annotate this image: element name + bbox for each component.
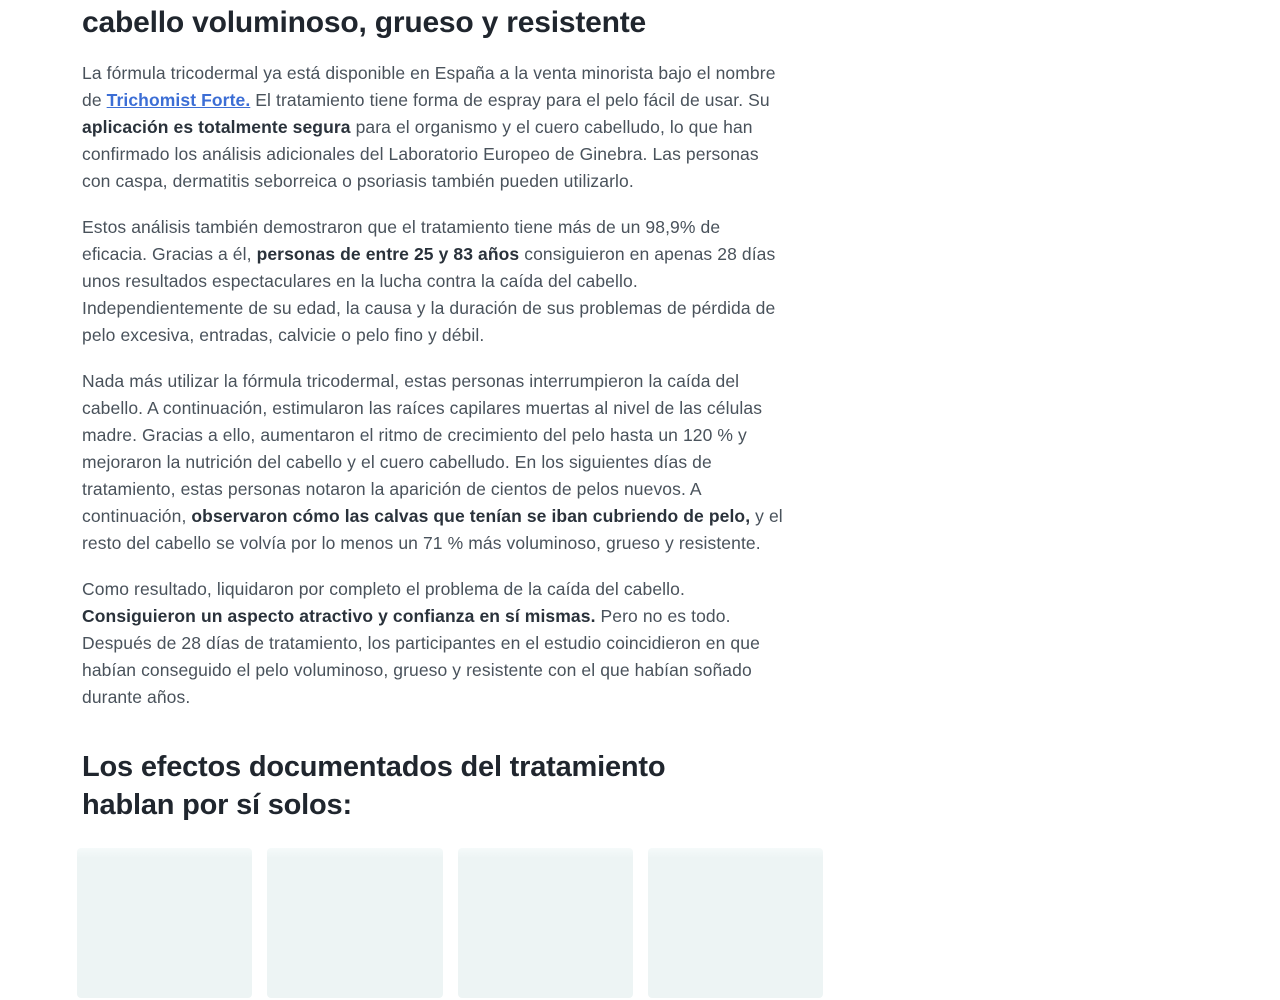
image-placeholder-3 [458,848,633,998]
paragraph-bold-text: Consiguieron un aspecto atractivo y confianza en sí mismas. [82,606,596,626]
paragraph-text: para el organismo y el cuero cabelludo, lo que han confirmado los análisis adicionales del Laboratorio Europeo de Ginebra. Las personas con caspa, dermatitis seborreica o psoriasis también pueden utilizarlo. [82,117,759,191]
paragraph-bold-text: observaron cómo las calvas que tenían se iban cubriendo de pelo, [191,506,751,526]
article-title-visible-line: cabello voluminoso, grueso y resistente [82,6,647,39]
paragraph-text: Pero no es todo. Después de 28 días de tratamiento, los participantes en el estudio coincidieron en que habían conseguido el pelo voluminoso, grueso y resistente con el que habían soñado durante años. [82,606,760,707]
paragraph-4 [82,576,788,711]
paragraph-text: Nada más utilizar la fórmula tricodermal, estas personas interrumpieron la caída del cabello. A continuación, estimularon las raíces capilares muertas al nivel de las células madre. Gracias a ello, aumentaron el ritmo de crecimiento del pelo hasta un 120 % y mejoraron la nutrición del cabello y el cuero cabelludo. En los siguientes días de tratamiento, estas personas notaron la aparición de cientos de pelos nuevos. A continuación, [82,371,763,526]
section-heading-line-2: hablan por sí solos: [82,789,352,821]
paragraph-text: Como resultado, liquidaron por completo el problema de la caída del cabello. [82,579,685,599]
paragraph-text: El tratamiento tiene forma de espray para el pelo fácil de usar. Su [250,90,770,110]
image-placeholder-2 [267,848,442,998]
paragraph-bold-text: personas de entre 25 y 83 años [256,244,520,264]
image-placeholder-4 [648,848,823,998]
section-heading-line-1: Los efectos documentados del tratamiento [82,751,666,783]
paragraph-text: Estos análisis también demostraron que el tratamiento tiene más de un 98,9% de eficacia. Gracias a él, [82,217,721,264]
paragraph-2 [82,214,788,349]
paragraph-text: consiguieron en apenas 28 días unos resultados espectaculares en la lucha contra la caída del cabello. Independientemente de su edad, la causa y la duración de sus problemas de pérdida de pelo excesiva, entradas, calvicie o pelo fino y débil. [82,244,776,345]
paragraph-text: La fórmula tricodermal ya está disponible en España a la venta minorista bajo el nombre de [82,63,776,110]
section-heading [82,748,822,824]
paragraph-text: y el resto del cabello se volvía por lo menos un 71 % más voluminoso, grueso y resistente. [82,506,783,553]
paragraph-1 [82,60,788,195]
trichomist-forte-link[interactable]: Trichomist Forte. [106,90,251,110]
paragraph-3 [82,368,788,557]
image-placeholder-row [77,848,823,998]
image-placeholder-1 [77,848,252,998]
article-title [82,0,782,42]
paragraph-bold-text: aplicación es totalmente segura [82,117,351,137]
